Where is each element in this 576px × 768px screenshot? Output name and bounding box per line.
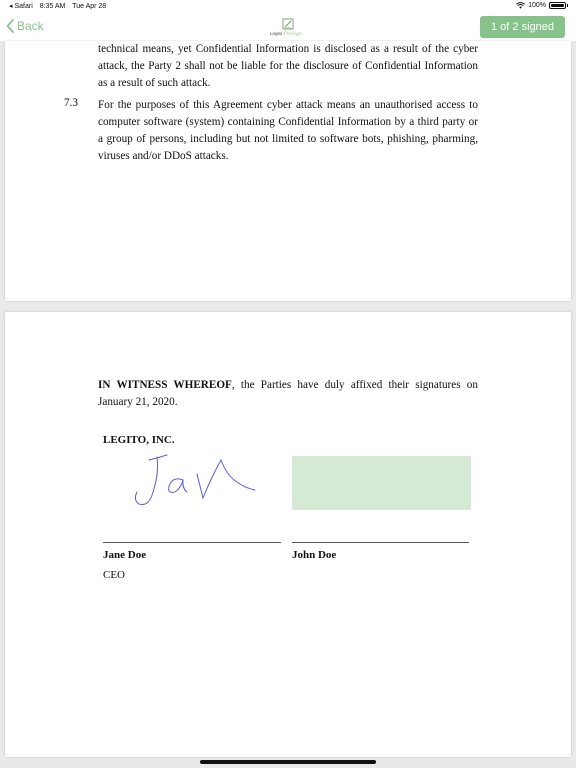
nav-bar	[0, 13, 576, 41]
legito-logo	[266, 15, 310, 39]
status-left	[9, 2, 111, 10]
back-button[interactable]	[6, 19, 44, 33]
signer-name-right: John Doe	[292, 549, 337, 561]
document-page-2	[5, 312, 571, 757]
clause-number: 7.3	[64, 97, 78, 109]
clause-text: For the purposes of this Agreement cyber attack means an unauthorised access to computer software (system) containing Confidential Information by a third party or a group of persons, including but not limited to software bots, phishing, pharming, viruses and/or DDoS attacks.	[98, 99, 478, 162]
signature-jane-doe	[127, 452, 267, 514]
status-right	[516, 2, 568, 9]
witness-paragraph	[98, 377, 478, 411]
chevron-left-icon	[6, 19, 14, 33]
logo-pen-icon	[281, 17, 295, 31]
battery-icon	[549, 2, 566, 9]
status-bar	[0, 0, 576, 13]
signature-field-john-doe[interactable]	[292, 456, 471, 510]
witness-heading: IN WITNESS WHEREOF	[98, 379, 232, 391]
signature-line-left	[103, 542, 281, 543]
status-date: Tue Apr 28	[72, 3, 107, 10]
witness-text: , the Parties have duly affixed their signatures on January 21, 2020.	[98, 379, 478, 408]
battery-percent: 100%	[528, 2, 546, 9]
home-indicator[interactable]	[200, 760, 376, 764]
logo-script: PreSign	[283, 32, 302, 37]
status-time: 8:35 AM	[39, 3, 66, 10]
document-page-1	[5, 41, 571, 301]
clause-continuation: technical means, yet Confidential Information is disclosed as a result of the cyber attack, the Party 2 shall not be liable for the disclosure of Confidential Information as a result of such attack.	[98, 43, 478, 89]
wifi-icon	[516, 2, 525, 9]
return-to-app-link[interactable]: ◂ Safari	[9, 3, 33, 10]
logo-wordmark: Legito	[270, 31, 283, 36]
signer-title-left: CEO	[103, 569, 125, 581]
signed-status-button[interactable]: 1 of 2 signed	[480, 16, 565, 38]
signature-line-right	[292, 542, 469, 543]
logo-text	[270, 31, 302, 37]
battery-tip	[567, 4, 568, 7]
signer-name-left: Jane Doe	[103, 549, 147, 561]
back-label: Back	[17, 19, 44, 33]
company-name: LEGITO, INC.	[103, 434, 175, 446]
